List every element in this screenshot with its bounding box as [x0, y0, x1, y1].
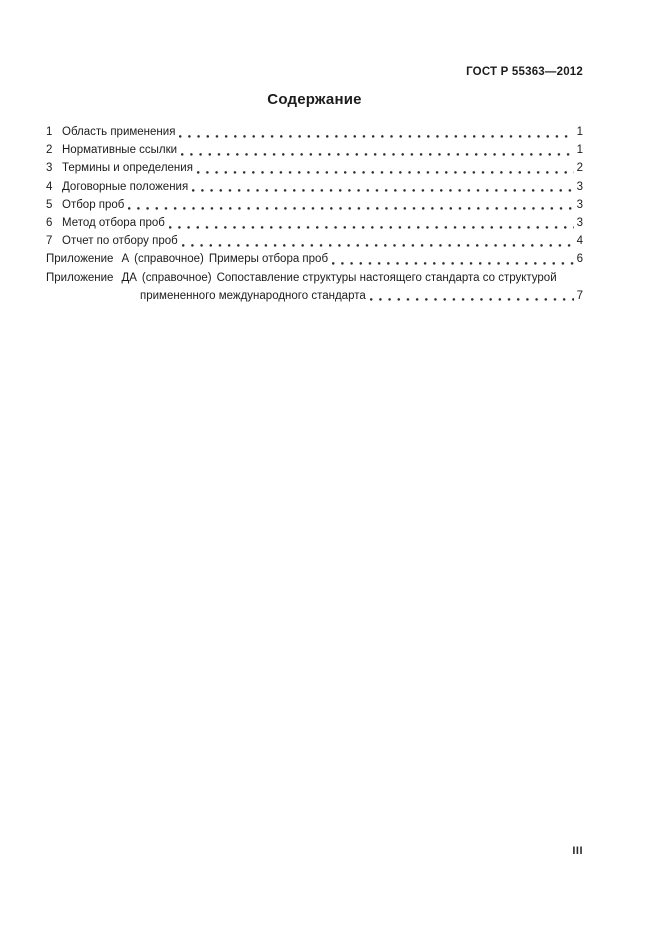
toc-entry-page: 1	[576, 144, 583, 157]
appendix-label: Приложение	[46, 253, 114, 266]
toc-entry	[46, 123, 583, 141]
appendix-title-continuation: примененного международного стандарта	[140, 289, 366, 302]
dot-leader	[179, 123, 574, 141]
toc-entry	[46, 232, 583, 250]
toc-entry-label: Термины и определения	[62, 162, 193, 175]
dot-leader	[181, 141, 574, 159]
dot-leader	[332, 250, 574, 268]
toc-entry-number: 6	[46, 216, 53, 229]
appendix-entry-continuation	[46, 287, 583, 305]
dot-leader	[182, 232, 574, 250]
dot-leader	[128, 196, 574, 214]
toc-entry-number: 1	[46, 126, 53, 138]
toc-entry-page: 1	[576, 126, 583, 138]
toc-entry-page: 3	[576, 216, 583, 229]
toc-entry	[46, 214, 583, 232]
toc-entry	[46, 141, 583, 159]
appendix-note: (справочное)	[134, 253, 204, 266]
toc-entry-page: 6	[576, 253, 583, 266]
toc-entry-label: Договорные положения	[62, 180, 189, 193]
dot-leader	[192, 178, 574, 196]
toc-entry-page: 2	[576, 162, 583, 175]
toc-entry-number: 7	[46, 235, 53, 248]
appendix-label: Приложение	[46, 271, 114, 284]
document-code: ГОСТ Р 55363—2012	[466, 66, 583, 78]
toc-entry-label: Область применения	[62, 126, 176, 138]
table-of-contents	[46, 123, 583, 305]
toc-entry-page: 4	[576, 235, 583, 248]
toc-entry	[46, 178, 583, 196]
toc-entry-label: Отчет по отбору проб	[62, 235, 178, 248]
appendix-letter: А	[121, 253, 130, 266]
toc-entry-page: 3	[576, 180, 583, 193]
appendix-title: Сопоставление структуры настоящего стандарта со структурой	[216, 271, 557, 284]
appendix-letter: ДА	[121, 271, 137, 284]
toc-entry-label: Нормативные ссылки	[62, 144, 178, 157]
toc-entry-page: 3	[576, 198, 583, 211]
page-title: Содержание	[267, 91, 362, 108]
toc-entry-label: Отбор проб	[62, 198, 125, 211]
dot-leader	[197, 159, 574, 177]
toc-entry-label: Метод отбора проб	[62, 216, 165, 229]
toc-entry-number: 5	[46, 198, 53, 211]
toc-entry-page: 7	[576, 289, 583, 302]
appendix-entry	[46, 269, 583, 287]
appendix-note: (справочное)	[141, 271, 212, 284]
folio-page-number: III	[572, 845, 583, 857]
dot-leader	[370, 287, 574, 305]
toc-entry-number: 4	[46, 180, 53, 193]
toc-entry	[46, 196, 583, 214]
toc-entry	[46, 159, 583, 177]
dot-leader	[169, 214, 574, 232]
toc-entry-number: 3	[46, 162, 53, 175]
appendix-entry	[46, 250, 583, 268]
toc-entry-number: 2	[46, 144, 53, 157]
appendix-title: Примеры отбора проб	[208, 253, 329, 266]
